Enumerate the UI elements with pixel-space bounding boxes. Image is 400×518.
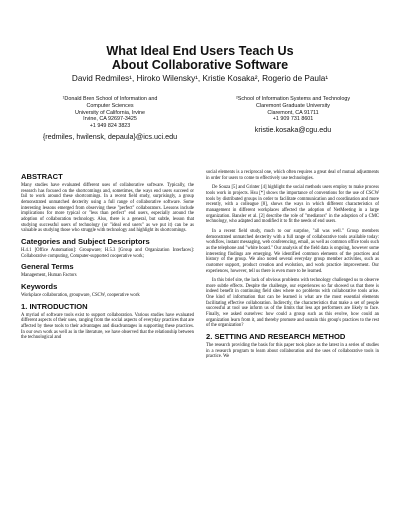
paper-title — [0, 44, 400, 72]
section-heading: Keywords — [21, 281, 58, 291]
body-paragraph: In a recent field study, much to our surprise, "all was well." Group members demonstrated unmatched dexterity with a full range of collaborative tools available today: workflow, instant messaging, web conferencing, email, as well as common office tools such as the telephone and "white board." Our analysis of the field data is ongoing, however some interesting findings are emerging. We identified common elements of the practices and history of the group. We also noted several everyday group member activities, such as customer support, product creation and evolution, and work practice improvement. Our experiences, however, tell us there is even more to be learned. — [206, 228, 379, 274]
affiliation-line: Irvine, CA 92697-3425 — [83, 116, 137, 123]
body-paragraph: social elements is a reciprocal one, which often requires a great deal of mutual adjustments in order for users to come to effectively use technologies. — [206, 170, 379, 181]
affiliation-block-1 — [25, 96, 195, 141]
body-paragraph: Workplace collaboration, groupware, CSCW, cooperative work — [21, 292, 140, 298]
body-paragraph: H.4.1 [Office Automation]: Groupware; H.5.3 [Group and Organization Interfaces]: Collaborative computing, Computer-supported cooperative work; — [21, 247, 194, 259]
section-heading: Categories and Subject Descriptors — [21, 236, 150, 246]
affiliation-line: University of California, Irvine — [74, 109, 146, 116]
body-paragraph: Management, Human Factors — [21, 273, 77, 279]
body-paragraph: De Souza [5] and Grinter [4] highlight the social methods users employ to make process tools work in projects. Hsu [*] shows the importance of conventions for the use of CSCW tools by distributed groups in order to facilitate communication and coordination and more recently, with a colleague [8], shows the ways in which different characteristics of management in different workplaces affected the adoption of NetMeeting in a large organization. Bansler et al. [2] describe the role of "mediators" in the adoption of a CMC technology, who adapted and modified it to fit the needs of end users. — [206, 185, 379, 225]
title-line-1: What Ideal End Users Teach Us — [106, 44, 294, 58]
section-heading: 2. SETTING AND RESEARCH METHOD — [206, 332, 346, 342]
body-paragraph: Many studies have evaluated different uses of collaborative software. Typically, the research has focused on the shortcomings and, sometimes, the ways end users succeed or fail to work around these shortcomings. In a recent field study, surprisingly, a group demonstrated unmatched dexterity using a full range of collaborative software. Some interesting lessons emerged from observing these "perfect" collaborators. Lessons include implications for more typical or "less than perfect" end users, especially around the adoption of collaboration technology. Also, there is a general, but subtle, lesson that studying successful users of technology (or "ideal end users" as we put it) can be as valuable as studying those who struggle with technology and highlight its shortcomings. — [21, 183, 194, 234]
section-heading: ABSTRACT — [21, 172, 63, 181]
affiliation-line: +1 909 731 8601 — [272, 116, 314, 123]
author-email: kristie.kosaka@cgu.edu — [254, 125, 332, 135]
section-heading: 1. INTRODUCTION — [21, 301, 88, 311]
affiliation-line: Computer Sciences — [86, 102, 134, 109]
affiliation-line: ²School of Information Systems and Technology — [235, 96, 351, 102]
section-heading: General Terms — [21, 262, 74, 272]
affiliation-block-2 — [208, 96, 378, 134]
title-line-2: About Collaborative Software — [111, 58, 289, 72]
body-paragraph: The research providing the basis for this paper took place as the latest in a series of studies in a research program to learn about collaboration and the uses of collaborative tools in practice. We — [206, 343, 379, 360]
body-paragraph: A myriad of software tools exist to support collaboration. Various studies have evaluated different aspects of their uses, ranging from the social aspects of everyday practices that are affected by these tools to their advantages and disadvantages in supporting these practices. In our own work as well as in the literature, we have observed that the relationship between the technological and — [21, 312, 194, 341]
author-email: {redmiles, hwilensk, depaula}@ics.uci.edu — [42, 131, 178, 141]
author-list: David Redmiles¹, Hiroko Wilensky¹, Kristie Kosaka², Rogerio de Paula¹ — [71, 74, 329, 83]
body-paragraph: In this brief site, the lack of obvious problems with technology challenged us to observe more subtle effects. Despite the challenge, our experiences so far showed us that there is indeed benefit in continuing field sites where no problems with collaborative tools arise. One kind of information that can be learned is what are the most essential elements facilitating effective collaboration. Indirectly, the characteristics that make a set of people successful at tool use inform us of the limits that less apt performers are likely to face. Finally, we asked ourselves: how could a group such as this evolve, how could an organization learn from it, and thereby promote and sustain this group's practices to the rest of the organization? — [206, 278, 379, 329]
affiliation-line: Claremont Graduate University — [255, 102, 330, 109]
affiliation-line: +1 949 824 3823 — [89, 123, 131, 130]
affiliation-line: ¹Donald Bren School of Information and — [62, 96, 158, 102]
right-column — [206, 170, 379, 364]
left-column — [21, 170, 194, 345]
affiliation-line: Claremont, CA 91711 — [267, 109, 319, 116]
